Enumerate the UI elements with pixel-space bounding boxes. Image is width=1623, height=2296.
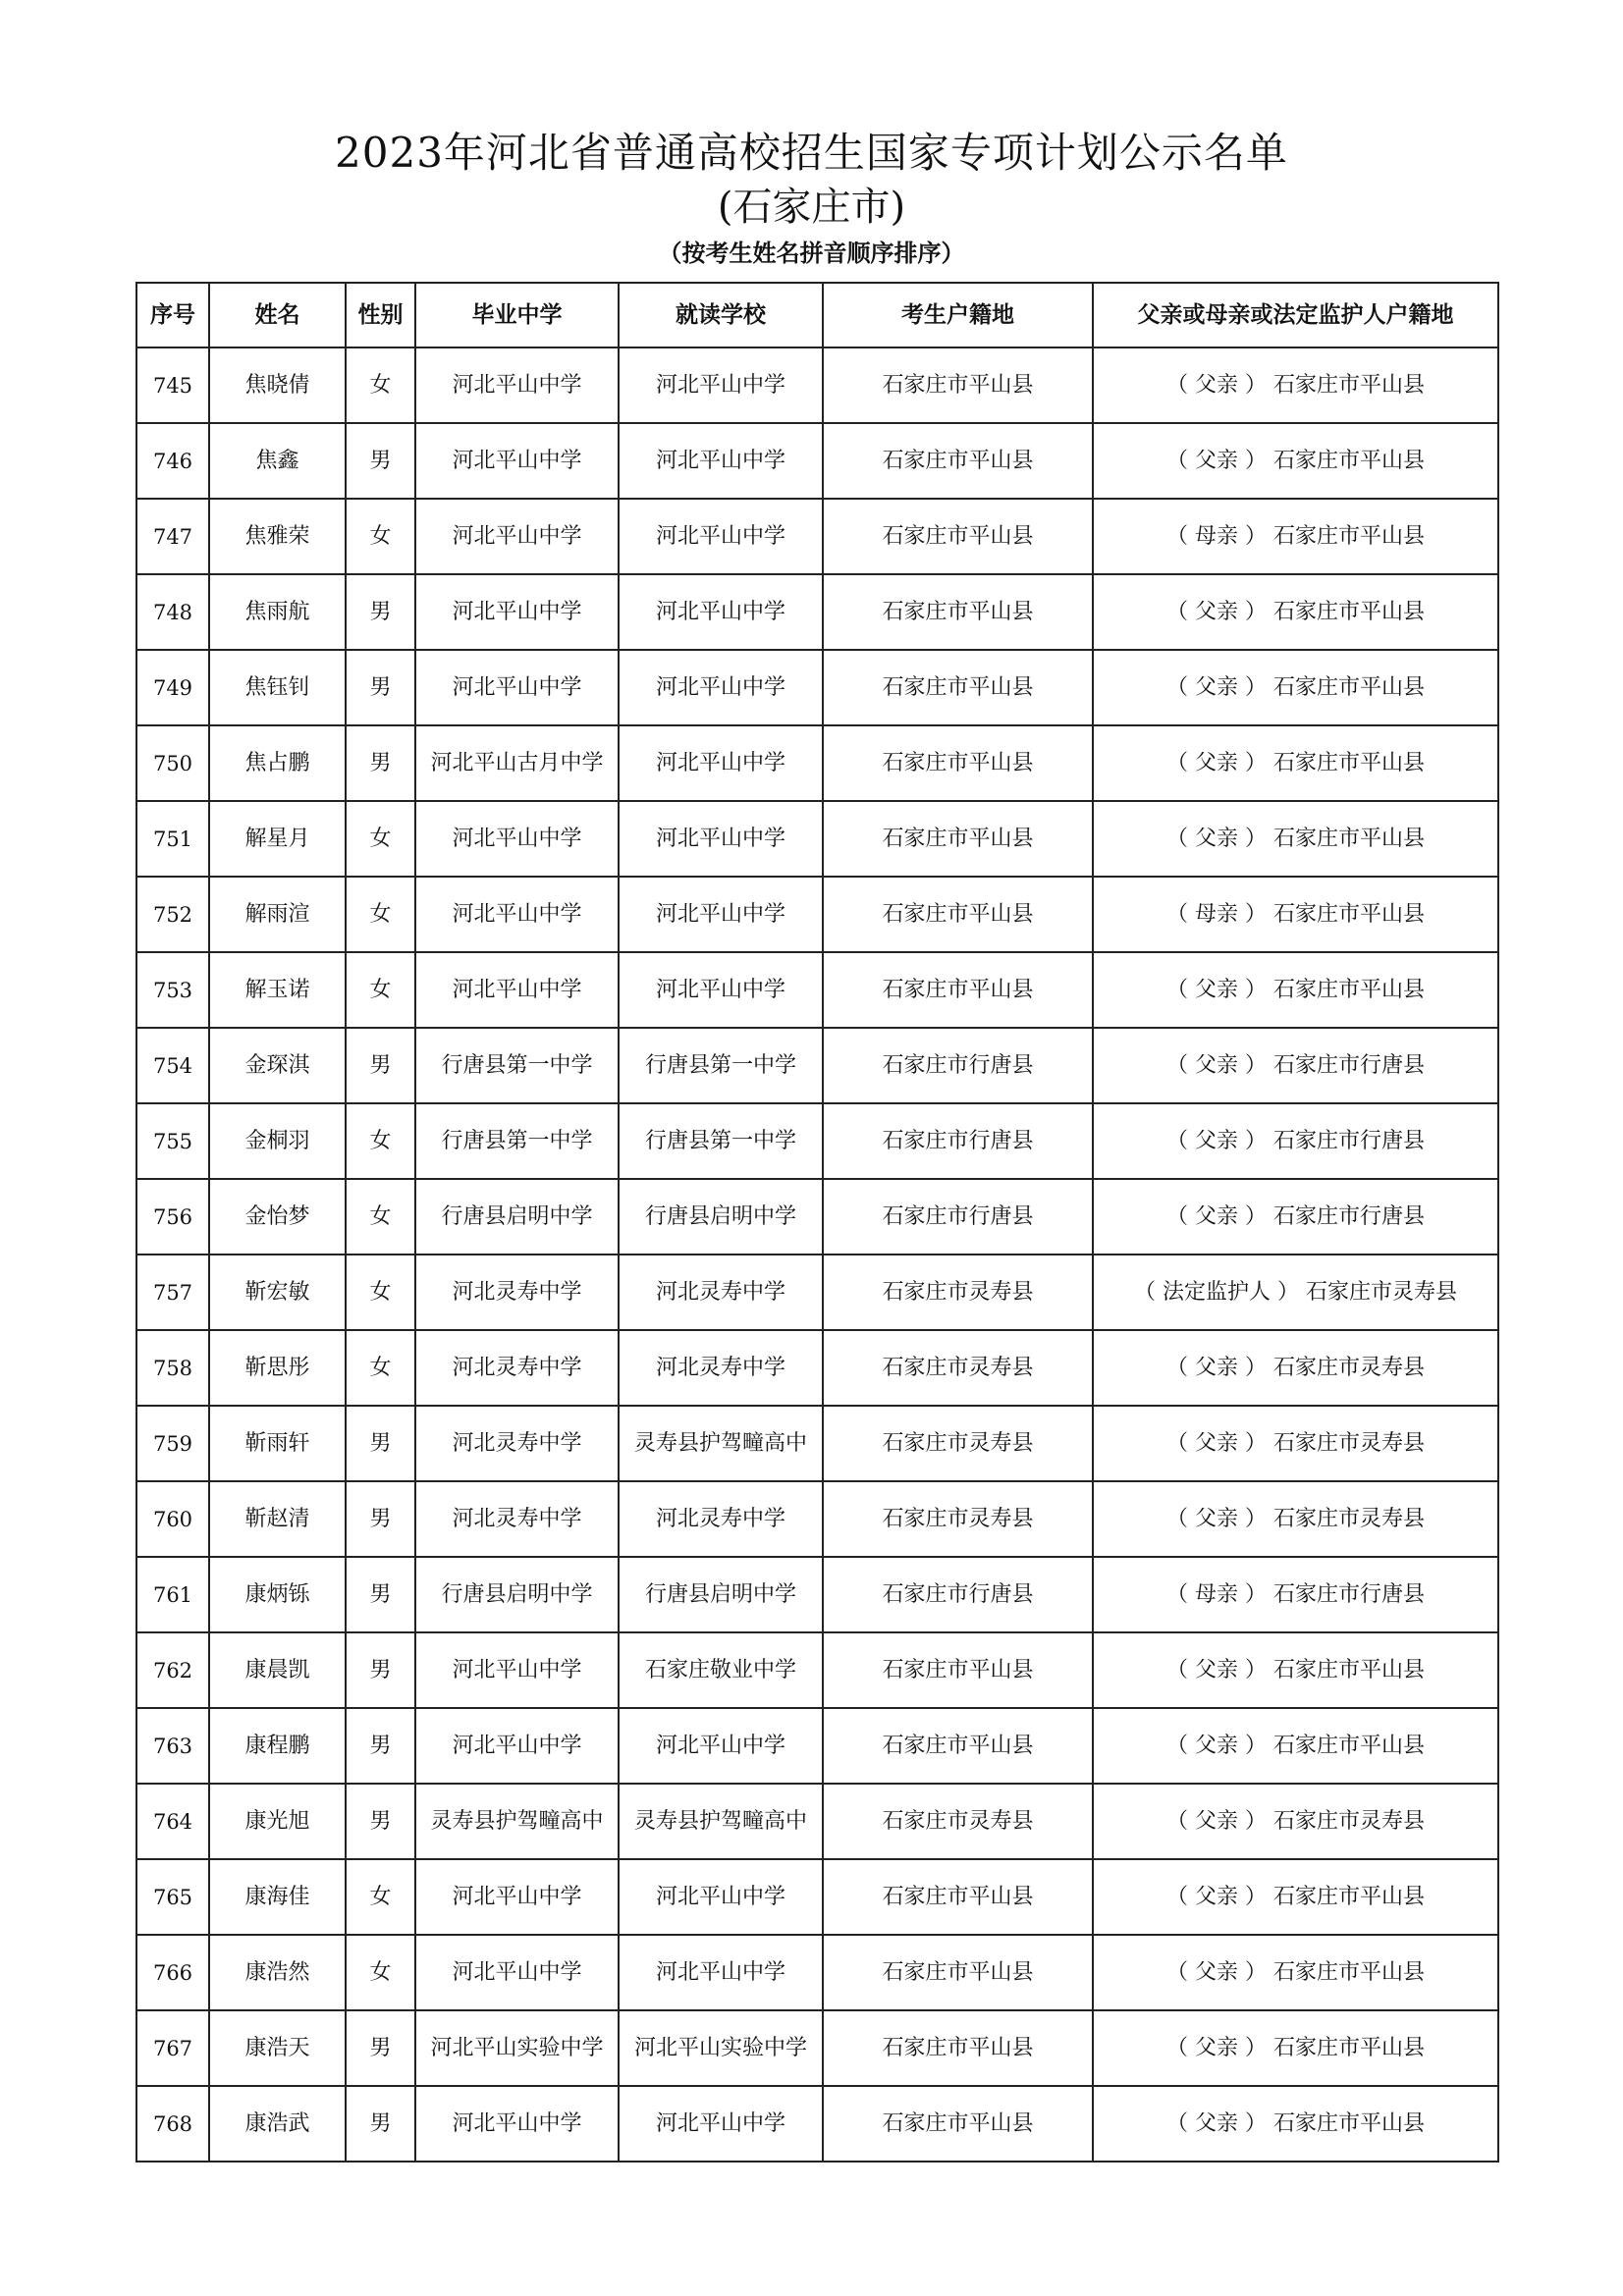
cell-name: 康浩然 <box>209 1935 346 2010</box>
cell-gender: 女 <box>346 1103 415 1179</box>
cell-gender: 男 <box>346 1708 415 1784</box>
cell-guardian-registration: （ 父亲 ） 石家庄市灵寿县 <box>1093 1481 1498 1557</box>
cell-graduated-school: 河北平山中学 <box>415 423 619 499</box>
cell-gender: 男 <box>346 1406 415 1481</box>
cell-graduated-school: 河北平山中学 <box>415 347 619 423</box>
cell-name: 康光旭 <box>209 1784 346 1859</box>
cell-graduated-school: 河北平山中学 <box>415 650 619 725</box>
cell-name: 焦雨航 <box>209 574 346 650</box>
table-row <box>136 1935 1498 2010</box>
cell-guardian-registration: （ 父亲 ） 石家庄市平山县 <box>1093 1859 1498 1935</box>
cell-graduated-school: 河北灵寿中学 <box>415 1330 619 1406</box>
cell-current-school: 行唐县第一中学 <box>619 1103 823 1179</box>
table-row <box>136 2010 1498 2086</box>
cell-name: 焦晓倩 <box>209 347 346 423</box>
cell-gender: 女 <box>346 801 415 877</box>
cell-index: 746 <box>136 423 209 499</box>
cell-name: 康浩天 <box>209 2010 346 2086</box>
cell-current-school: 河北平山中学 <box>619 1859 823 1935</box>
cell-current-school: 行唐县启明中学 <box>619 1179 823 1255</box>
cell-current-school: 河北平山中学 <box>619 423 823 499</box>
cell-gender: 男 <box>346 1784 415 1859</box>
col-header-gender: 性别 <box>346 283 415 347</box>
cell-name: 解玉诺 <box>209 952 346 1028</box>
cell-index: 764 <box>136 1784 209 1859</box>
cell-name: 靳赵清 <box>209 1481 346 1557</box>
cell-graduated-school: 河北平山中学 <box>415 1859 619 1935</box>
cell-gender: 男 <box>346 1481 415 1557</box>
cell-household-registration: 石家庄市平山县 <box>823 423 1093 499</box>
cell-gender: 男 <box>346 725 415 801</box>
cell-current-school: 灵寿县护驾疃高中 <box>619 1784 823 1859</box>
cell-graduated-school: 河北平山中学 <box>415 877 619 952</box>
cell-household-registration: 石家庄市行唐县 <box>823 1028 1093 1103</box>
cell-index: 760 <box>136 1481 209 1557</box>
cell-index: 761 <box>136 1557 209 1632</box>
cell-graduated-school: 河北平山中学 <box>415 1632 619 1708</box>
cell-index: 748 <box>136 574 209 650</box>
cell-name: 焦占鹏 <box>209 725 346 801</box>
cell-household-registration: 石家庄市平山县 <box>823 877 1093 952</box>
cell-guardian-registration: （ 父亲 ） 石家庄市平山县 <box>1093 650 1498 725</box>
cell-gender: 男 <box>346 574 415 650</box>
cell-household-registration: 石家庄市行唐县 <box>823 1103 1093 1179</box>
cell-gender: 男 <box>346 1632 415 1708</box>
cell-gender: 女 <box>346 347 415 423</box>
table-row <box>136 1028 1498 1103</box>
cell-guardian-registration: （ 父亲 ） 石家庄市平山县 <box>1093 1935 1498 2010</box>
table-row <box>136 1557 1498 1632</box>
table-row <box>136 877 1498 952</box>
cell-graduated-school: 行唐县第一中学 <box>415 1028 619 1103</box>
cell-graduated-school: 灵寿县护驾疃高中 <box>415 1784 619 1859</box>
cell-guardian-registration: （ 父亲 ） 石家庄市平山县 <box>1093 1632 1498 1708</box>
cell-name: 康海佳 <box>209 1859 346 1935</box>
cell-current-school: 河北平山中学 <box>619 725 823 801</box>
admission-list-table <box>135 282 1499 2163</box>
cell-name: 焦钰钊 <box>209 650 346 725</box>
cell-index: 762 <box>136 1632 209 1708</box>
cell-index: 751 <box>136 801 209 877</box>
cell-name: 解星月 <box>209 801 346 877</box>
cell-gender: 女 <box>346 1935 415 2010</box>
table-row <box>136 650 1498 725</box>
table-row <box>136 1406 1498 1481</box>
cell-guardian-registration: （ 父亲 ） 石家庄市平山县 <box>1093 725 1498 801</box>
table-row <box>136 347 1498 423</box>
cell-household-registration: 石家庄市灵寿县 <box>823 1406 1093 1481</box>
cell-guardian-registration: （ 父亲 ） 石家庄市灵寿县 <box>1093 1406 1498 1481</box>
cell-current-school: 河北灵寿中学 <box>619 1481 823 1557</box>
cell-household-registration: 石家庄市平山县 <box>823 2086 1093 2162</box>
cell-current-school: 河北平山中学 <box>619 1708 823 1784</box>
cell-graduated-school: 河北平山中学 <box>415 499 619 574</box>
cell-current-school: 河北平山中学 <box>619 801 823 877</box>
cell-current-school: 河北平山中学 <box>619 650 823 725</box>
table-row <box>136 2086 1498 2162</box>
cell-index: 745 <box>136 347 209 423</box>
cell-guardian-registration: （ 父亲 ） 石家庄市平山县 <box>1093 347 1498 423</box>
cell-graduated-school: 行唐县启明中学 <box>415 1557 619 1632</box>
table-row <box>136 1784 1498 1859</box>
cell-index: 750 <box>136 725 209 801</box>
table-row <box>136 1255 1498 1330</box>
header-row <box>136 283 1498 347</box>
cell-graduated-school: 河北平山中学 <box>415 1935 619 2010</box>
cell-index: 749 <box>136 650 209 725</box>
cell-household-registration: 石家庄市平山县 <box>823 801 1093 877</box>
cell-current-school: 河北平山中学 <box>619 1935 823 2010</box>
cell-graduated-school: 河北灵寿中学 <box>415 1406 619 1481</box>
cell-gender: 女 <box>346 1330 415 1406</box>
cell-guardian-registration: （ 父亲 ） 石家庄市平山县 <box>1093 2010 1498 2086</box>
cell-graduated-school: 河北平山中学 <box>415 2086 619 2162</box>
cell-guardian-registration: （ 法定监护人 ） 石家庄市灵寿县 <box>1093 1255 1498 1330</box>
cell-guardian-registration: （ 父亲 ） 石家庄市平山县 <box>1093 952 1498 1028</box>
cell-gender: 男 <box>346 2010 415 2086</box>
cell-name: 焦雅荣 <box>209 499 346 574</box>
cell-name: 金桐羽 <box>209 1103 346 1179</box>
cell-current-school: 石家庄敬业中学 <box>619 1632 823 1708</box>
table-row <box>136 801 1498 877</box>
table-row <box>136 499 1498 574</box>
cell-gender: 女 <box>346 1255 415 1330</box>
cell-household-registration: 石家庄市平山县 <box>823 499 1093 574</box>
cell-guardian-registration: （ 父亲 ） 石家庄市平山县 <box>1093 423 1498 499</box>
cell-household-registration: 石家庄市平山县 <box>823 1859 1093 1935</box>
table-row <box>136 1103 1498 1179</box>
cell-name: 解雨渲 <box>209 877 346 952</box>
cell-gender: 男 <box>346 1028 415 1103</box>
cell-household-registration: 石家庄市平山县 <box>823 1632 1093 1708</box>
cell-household-registration: 石家庄市行唐县 <box>823 1179 1093 1255</box>
cell-index: 768 <box>136 2086 209 2162</box>
cell-current-school: 河北平山中学 <box>619 499 823 574</box>
cell-gender: 女 <box>346 499 415 574</box>
cell-name: 靳思彤 <box>209 1330 346 1406</box>
cell-current-school: 河北平山中学 <box>619 347 823 423</box>
col-header-name: 姓名 <box>209 283 346 347</box>
table-body <box>136 347 1498 2162</box>
cell-graduated-school: 河北平山中学 <box>415 574 619 650</box>
cell-household-registration: 石家庄市灵寿县 <box>823 1481 1093 1557</box>
table-row <box>136 1179 1498 1255</box>
cell-current-school: 河北平山中学 <box>619 574 823 650</box>
cell-household-registration: 石家庄市平山县 <box>823 1708 1093 1784</box>
cell-name: 康晨凯 <box>209 1632 346 1708</box>
cell-graduated-school: 河北平山古月中学 <box>415 725 619 801</box>
cell-guardian-registration: （ 父亲 ） 石家庄市平山县 <box>1093 2086 1498 2162</box>
cell-current-school: 河北平山中学 <box>619 2086 823 2162</box>
table-row <box>136 1859 1498 1935</box>
cell-household-registration: 石家庄市平山县 <box>823 2010 1093 2086</box>
cell-index: 756 <box>136 1179 209 1255</box>
cell-index: 766 <box>136 1935 209 2010</box>
table-row <box>136 1632 1498 1708</box>
table-header <box>136 283 1498 347</box>
cell-name: 焦鑫 <box>209 423 346 499</box>
cell-household-registration: 石家庄市平山县 <box>823 347 1093 423</box>
col-header-guardian-registration: 父亲或母亲或法定监护人户籍地 <box>1093 283 1498 347</box>
cell-household-registration: 石家庄市灵寿县 <box>823 1255 1093 1330</box>
cell-household-registration: 石家庄市平山县 <box>823 650 1093 725</box>
cell-index: 752 <box>136 877 209 952</box>
sort-note: （按考生姓名拼音顺序排序） <box>658 240 965 267</box>
cell-household-registration: 石家庄市平山县 <box>823 952 1093 1028</box>
cell-index: 753 <box>136 952 209 1028</box>
cell-index: 765 <box>136 1859 209 1935</box>
cell-guardian-registration: （ 父亲 ） 石家庄市平山县 <box>1093 801 1498 877</box>
cell-index: 767 <box>136 2010 209 2086</box>
table-row <box>136 1330 1498 1406</box>
cell-gender: 男 <box>346 650 415 725</box>
cell-name: 康浩武 <box>209 2086 346 2162</box>
cell-guardian-registration: （ 父亲 ） 石家庄市行唐县 <box>1093 1028 1498 1103</box>
cell-name: 靳雨轩 <box>209 1406 346 1481</box>
cell-current-school: 河北灵寿中学 <box>619 1255 823 1330</box>
cell-index: 759 <box>136 1406 209 1481</box>
cell-graduated-school: 行唐县第一中学 <box>415 1103 619 1179</box>
cell-gender: 女 <box>346 952 415 1028</box>
cell-guardian-registration: （ 母亲 ） 石家庄市平山县 <box>1093 499 1498 574</box>
cell-graduated-school: 行唐县启明中学 <box>415 1179 619 1255</box>
cell-current-school: 灵寿县护驾疃高中 <box>619 1406 823 1481</box>
cell-guardian-registration: （ 母亲 ） 石家庄市平山县 <box>1093 877 1498 952</box>
cell-guardian-registration: （ 母亲 ） 石家庄市行唐县 <box>1093 1557 1498 1632</box>
cell-current-school: 河北平山实验中学 <box>619 2010 823 2086</box>
cell-index: 757 <box>136 1255 209 1330</box>
cell-name: 康炳铄 <box>209 1557 346 1632</box>
cell-name: 靳宏敏 <box>209 1255 346 1330</box>
table-row <box>136 1481 1498 1557</box>
cell-household-registration: 石家庄市灵寿县 <box>823 1784 1093 1859</box>
cell-current-school: 行唐县启明中学 <box>619 1557 823 1632</box>
cell-household-registration: 石家庄市灵寿县 <box>823 1330 1093 1406</box>
cell-gender: 女 <box>346 877 415 952</box>
cell-graduated-school: 河北灵寿中学 <box>415 1481 619 1557</box>
cell-graduated-school: 河北灵寿中学 <box>415 1255 619 1330</box>
cell-current-school: 行唐县第一中学 <box>619 1028 823 1103</box>
table-row <box>136 423 1498 499</box>
cell-index: 754 <box>136 1028 209 1103</box>
cell-graduated-school: 河北平山中学 <box>415 801 619 877</box>
cell-gender: 男 <box>346 2086 415 2162</box>
cell-gender: 男 <box>346 423 415 499</box>
cell-current-school: 河北灵寿中学 <box>619 1330 823 1406</box>
cell-guardian-registration: （ 父亲 ） 石家庄市平山县 <box>1093 574 1498 650</box>
cell-guardian-registration: （ 父亲 ） 石家庄市行唐县 <box>1093 1103 1498 1179</box>
cell-guardian-registration: （ 父亲 ） 石家庄市行唐县 <box>1093 1179 1498 1255</box>
cell-name: 金琛淇 <box>209 1028 346 1103</box>
cell-household-registration: 石家庄市平山县 <box>823 1935 1093 2010</box>
cell-household-registration: 石家庄市平山县 <box>823 574 1093 650</box>
cell-graduated-school: 河北平山中学 <box>415 1708 619 1784</box>
cell-household-registration: 石家庄市行唐县 <box>823 1557 1093 1632</box>
table-row <box>136 574 1498 650</box>
cell-graduated-school: 河北平山实验中学 <box>415 2010 619 2086</box>
document-header <box>0 126 1623 271</box>
table-row <box>136 725 1498 801</box>
cell-current-school: 河北平山中学 <box>619 877 823 952</box>
cell-gender: 女 <box>346 1179 415 1255</box>
cell-guardian-registration: （ 父亲 ） 石家庄市灵寿县 <box>1093 1330 1498 1406</box>
col-header-index: 序号 <box>136 283 209 347</box>
cell-guardian-registration: （ 父亲 ） 石家庄市平山县 <box>1093 1708 1498 1784</box>
table-row <box>136 1708 1498 1784</box>
col-header-graduated-school: 毕业中学 <box>415 283 619 347</box>
col-header-household-registration: 考生户籍地 <box>823 283 1093 347</box>
cell-index: 758 <box>136 1330 209 1406</box>
page-title: 2023年河北省普通高校招生国家专项计划公示名单 <box>335 129 1288 177</box>
cell-name: 康程鹏 <box>209 1708 346 1784</box>
page-subtitle: (石家庄市) <box>717 185 906 230</box>
col-header-current-school: 就读学校 <box>619 283 823 347</box>
cell-current-school: 河北平山中学 <box>619 952 823 1028</box>
cell-gender: 男 <box>346 1557 415 1632</box>
cell-index: 763 <box>136 1708 209 1784</box>
cell-household-registration: 石家庄市平山县 <box>823 725 1093 801</box>
cell-gender: 女 <box>346 1859 415 1935</box>
table-row <box>136 952 1498 1028</box>
cell-guardian-registration: （ 父亲 ） 石家庄市灵寿县 <box>1093 1784 1498 1859</box>
cell-index: 755 <box>136 1103 209 1179</box>
cell-index: 747 <box>136 499 209 574</box>
cell-graduated-school: 河北平山中学 <box>415 952 619 1028</box>
cell-name: 金怡梦 <box>209 1179 346 1255</box>
